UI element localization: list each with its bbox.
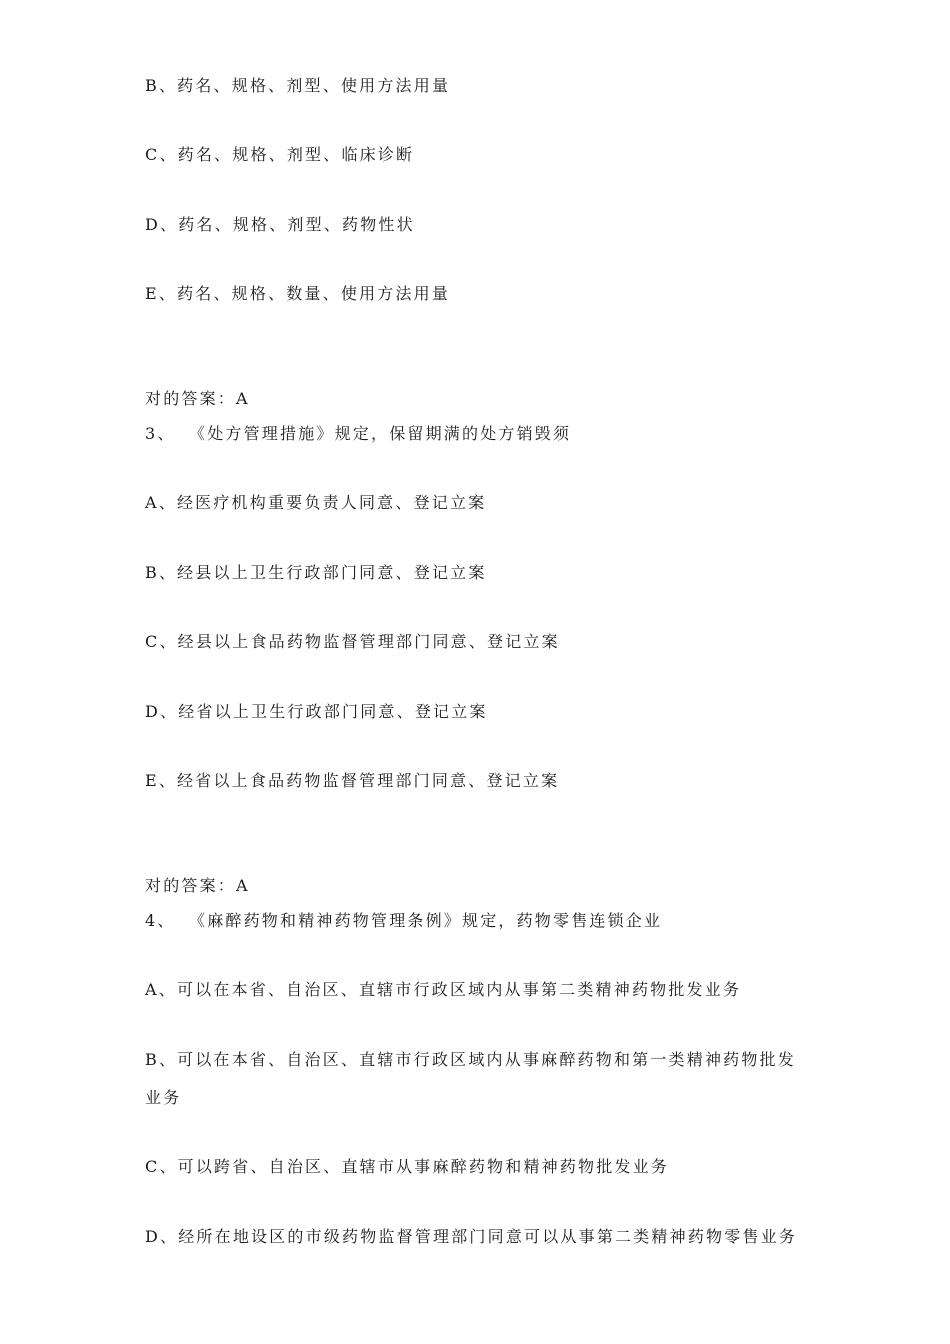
q4-option-b: B、可以在本省、自治区、直辖市行政区域内从事麻醉药物和第一类精神药物批发业务	[145, 1050, 796, 1107]
q3-number: 3、	[145, 424, 176, 443]
q3-option-b: B、经县以上卫生行政部门同意、登记立案	[145, 563, 487, 582]
q2-answer: 对的答案：A	[145, 389, 250, 408]
q4-stem-line	[145, 910, 805, 932]
q2-option-d: D、药名、规格、剂型、药物性状	[145, 215, 415, 234]
q4-option-a: A、可以在本省、自治区、直辖市行政区域内从事第二类精神药物批发业务	[145, 980, 742, 999]
q3-stem-line	[145, 423, 805, 445]
q4-number: 4、	[145, 911, 176, 930]
q4-stem: 《麻醉药物和精神药物管理条例》规定，药物零售连锁企业	[189, 911, 663, 930]
q3-option-d: D、经省以上卫生行政部门同意、登记立案	[145, 702, 488, 721]
q4-option-d: D、经所在地设区的市级药物监督管理部门同意可以从事第二类精神药物零售业务	[145, 1227, 798, 1246]
q3-option-a: A、经医疗机构重要负责人同意、登记立案	[145, 493, 487, 512]
q3-option-e: E、经省以上食品药物监督管理部门同意、登记立案	[145, 771, 560, 790]
q2-option-b: B、药名、规格、剂型、使用方法用量	[145, 76, 451, 95]
q3-stem: 《处方管理措施》规定，保留期满的处方销毁须	[189, 424, 572, 443]
q3-option-c: C、经县以上食品药物监督管理部门同意、登记立案	[145, 632, 560, 651]
q2-option-c: C、药名、规格、剂型、临床诊断	[145, 145, 415, 164]
q2-option-e: E、药名、规格、数量、使用方法用量	[145, 284, 451, 303]
q4-option-c: C、可以跨省、自治区、直辖市从事麻醉药物和精神药物批发业务	[145, 1157, 670, 1176]
q3-answer: 对的答案：A	[145, 876, 250, 895]
